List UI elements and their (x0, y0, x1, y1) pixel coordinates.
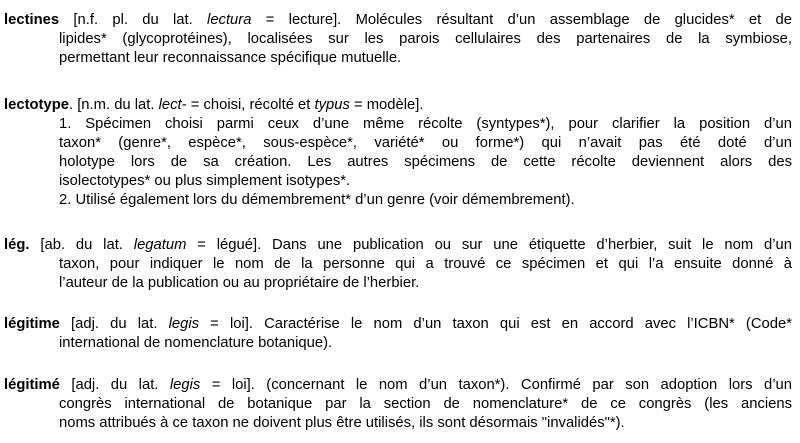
entry-line (4, 49, 792, 68)
latin-term: legis (168, 316, 200, 332)
entry-line (4, 115, 792, 134)
entry-line (4, 414, 792, 433)
entry-leg (4, 236, 792, 293)
entry-line (4, 334, 792, 353)
definition-text: [adj. du lat. (59, 316, 169, 332)
entry-line (4, 30, 792, 49)
definition-text: = loi]. Caractérise le nom d’un taxon qui est en accord avec l’ICBN* (Code* (199, 316, 792, 332)
definition-text: = lecture]. Molécules résultant d’un assemblage de glucides* et de (251, 12, 792, 28)
definition-text: international de nomenclature botanique). (59, 335, 333, 351)
latin-term: lectura (207, 12, 252, 28)
latin-term: typus (314, 97, 350, 113)
definition-text: 2. Utilisé également lors du démembrement* d’un genre (voir démembrement). (59, 192, 575, 208)
entry-line (4, 172, 792, 191)
definition-text: lipides* (glycoprotéines), localisées sur les parois cellulaires des partenaires de la symbiose, (59, 31, 792, 47)
definition-text: [adj. du lat. (59, 377, 170, 393)
entry-line (4, 153, 792, 172)
definition-text: l’auteur de la publication ou au propriétaire de l’herbier. (59, 275, 420, 291)
entry-line (4, 11, 792, 30)
entry-headword: lég. (4, 237, 30, 253)
entry-line (4, 395, 792, 414)
entry-legitime (4, 315, 792, 353)
latin-term: legis (169, 377, 201, 393)
definition-text: holotype lors de sa création. Les autres spécimens de cette récolte deviennent alors des (59, 154, 792, 170)
definition-text: . [n.m. du lat. (68, 97, 159, 113)
entry-line (4, 315, 792, 334)
definition-text: 1. Spécimen choisi parmi ceux d’une même récolte (syntypes*), pour clarifier la position d’un (59, 116, 792, 132)
entry-headword: lectines (4, 12, 60, 28)
entry-line (4, 96, 792, 115)
definition-text: = légué]. Dans une publication ou sur une étiquette d’herbier, suit le nom d’un (186, 237, 792, 253)
definition-text: noms attribués à ce taxon ne doivent plus être utilisés, ils sont désormais "invalidés"*). (59, 415, 625, 431)
entry-line (4, 376, 792, 395)
entry-line (4, 134, 792, 153)
entry-line (4, 236, 792, 255)
definition-text: isolectotypes* ou plus simplement isotypes*. (59, 173, 351, 189)
definition-text: [n.f. pl. du lat. (59, 12, 208, 28)
entry-headword: lectotype (4, 97, 69, 113)
definition-text: [ab. du lat. (29, 237, 134, 253)
definition-text: taxon, pour indiquer le nom de la personne qui a trouvé ce spécimen et qui l’a ensuite donné à (59, 256, 792, 272)
definition-text: congrès international de botanique par la section de nomenclature* de ce congrès (les anciens (59, 396, 792, 412)
entry-line (4, 274, 792, 293)
entry-line (4, 255, 792, 274)
definition-text: taxon* (genre*, espèce*, sous-espèce*, variété* ou forme*) qui n’avait pas été doté d’un (59, 135, 792, 151)
definition-text: = loi]. (concernant le nom d’un taxon*). Confirmé par son adoption lors d’un (200, 377, 792, 393)
entry-line (4, 191, 792, 210)
definition-text: permettant leur reconnaissance spécifique mutuelle. (59, 50, 402, 66)
definition-text: = modèle]. (349, 97, 424, 113)
definition-text: = choisi, récolté et (186, 97, 315, 113)
entry-headword: légitimé (4, 377, 60, 393)
latin-term: lect- (158, 97, 187, 113)
latin-term: legatum (133, 237, 187, 253)
entry-legitime-2 (4, 376, 792, 433)
entry-lectotype (4, 96, 792, 210)
entry-lectines (4, 11, 792, 68)
entry-headword: légitime (4, 316, 60, 332)
